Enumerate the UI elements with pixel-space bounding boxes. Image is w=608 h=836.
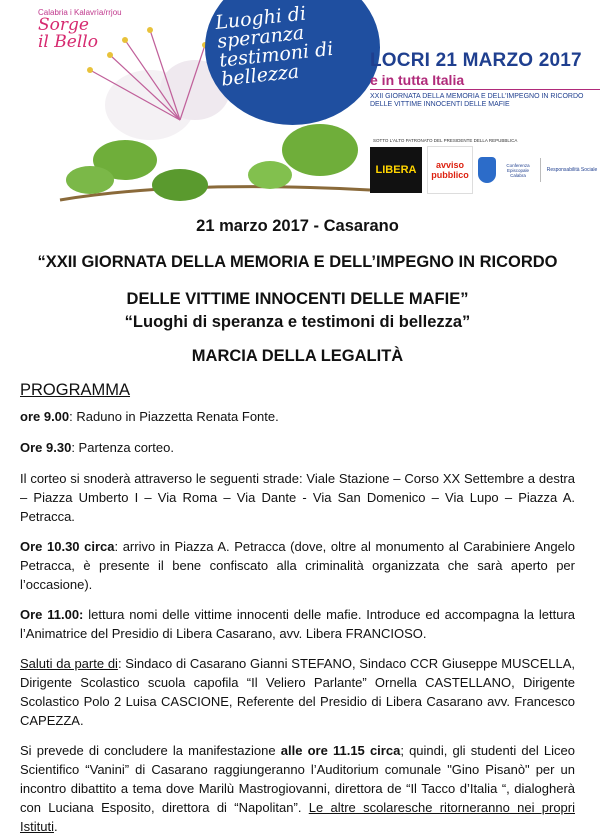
org-label: Calabria i Kalavrìa/rrjou bbox=[38, 8, 122, 17]
responsabilita-logo: Responsabilità Sociale bbox=[540, 158, 600, 182]
event-title: LOCRI 21 MARZO 2017 bbox=[370, 50, 582, 71]
item-1030 bbox=[20, 537, 575, 594]
saluti-label: Saluti da parte di bbox=[20, 656, 118, 671]
item-time: Ore 11.00: bbox=[20, 607, 84, 622]
avviso-pubblico-logo: avviso pubblico bbox=[427, 146, 473, 194]
final-text-a: Si prevede di concludere la manifestazione bbox=[20, 743, 281, 758]
final-paragraph bbox=[20, 741, 575, 836]
item-1100 bbox=[20, 605, 575, 643]
slogan-text: Luoghi di speranza testimoni di bellezza bbox=[214, 2, 335, 91]
item-time: ore 9.00 bbox=[20, 409, 70, 424]
title-line-1: “XXII GIORNATA DELLA MEMORIA E DELL’IMPEGNO IN RICORDO bbox=[37, 253, 558, 271]
event-header bbox=[370, 50, 600, 109]
event-subtitle: e in tutta Italia bbox=[370, 72, 600, 90]
corteo-paragraph: Il corteo si snoderà attraverso le seguenti strade: Viale Stazione – Corso XX Settembre a destra – Piazza Umberto I – Via Roma – Via Dante - Via San Domenico – Via Lupo – Piazza A. Petracca. bbox=[20, 471, 575, 524]
conferenza-logo: Conferenza Episcopale Calabra bbox=[506, 162, 530, 178]
coat-of-arms-icon bbox=[478, 157, 496, 183]
final-text-b: ; quindi, gli studenti del Liceo Scientifico “Vanini” di Casarano raggiungeranno l’Auditorium comunale "Gino Pisanò" per un incontro dibattito a tema dove Marilù Mastrogiovanni, direttora de “Il Tacco d’Italia “, dialogherà con Luciana Esposito, direttora di “Napolitan”. bbox=[20, 743, 575, 815]
title-line-2: DELLE VITTIME INNOCENTI DELLE MAFIE” bbox=[126, 290, 469, 308]
final-end: . bbox=[53, 819, 58, 834]
saluti-paragraph bbox=[20, 654, 575, 730]
event-description: XXII GIORNATA DELLA MEMORIA E DELL'IMPEGNO IN RICORDO DELLE VITTIME INNOCENTI DELLE MAFIE bbox=[370, 93, 584, 108]
header-banner bbox=[0, 0, 608, 205]
bello-text: il Bello bbox=[38, 32, 98, 52]
item-text: : Raduno in Piazzetta Renata Fonte. bbox=[69, 409, 279, 424]
sorge-il-bello-logo bbox=[38, 8, 122, 51]
item-text: : Partenza corteo. bbox=[71, 440, 174, 455]
title-line-3: “Luoghi di speranza e testimoni di bellezza” bbox=[124, 313, 471, 331]
saluti-text: : Sindaco di Casarano Gianni STEFANO, Sindaco CCR Giuseppe MUSCELLA, Dirigente Scolastico scuola capofila “Il Veliero Parlante” Ornella CASTELLANO, Dirigente Scolastico Polo 2 Luisa CASCIONE, Referente del Presidio di Libera Casarano avv. Francesco CAPEZZA. bbox=[20, 656, 575, 728]
libera-logo: LIBERA bbox=[370, 147, 422, 193]
sponsor-logos bbox=[370, 146, 600, 194]
programma-heading: PROGRAMMA bbox=[20, 381, 131, 399]
sorge-text: Sorge bbox=[38, 15, 89, 35]
final-time: alle ore 11.15 circa bbox=[280, 743, 401, 758]
item-time: Ore 9.30 bbox=[20, 440, 72, 455]
item-0930 bbox=[20, 438, 575, 457]
item-text: lettura nomi delle vittime innocenti delle mafie. Introduce ed accompagna la lettura l’Animatrice del Presidio di Libera Casarano, avv. Libera FRANCIOSO. bbox=[20, 607, 576, 641]
final-underlined: Le altre scolaresche ritorneranno nei propri Istituti bbox=[20, 800, 575, 834]
item-time: Ore 10.30 circa bbox=[20, 539, 115, 554]
document-body bbox=[20, 212, 575, 836]
item-0900 bbox=[20, 407, 575, 426]
patronage-text: SOTTO L'ALTO PATRONATO DEL PRESIDENTE DELLA REPUBBLICA bbox=[373, 138, 518, 143]
march-heading: MARCIA DELLA LEGALITÀ bbox=[191, 347, 404, 365]
item-text: : arrivo in Piazza A. Petracca (dove, oltre al monumento al Carabiniere Angelo Petracca, è presente il bene confiscato alla criminalità organizzata che sarà aperto per l’occasione). bbox=[20, 539, 575, 592]
date-place-heading: 21 marzo 2017 - Casarano bbox=[196, 217, 399, 235]
